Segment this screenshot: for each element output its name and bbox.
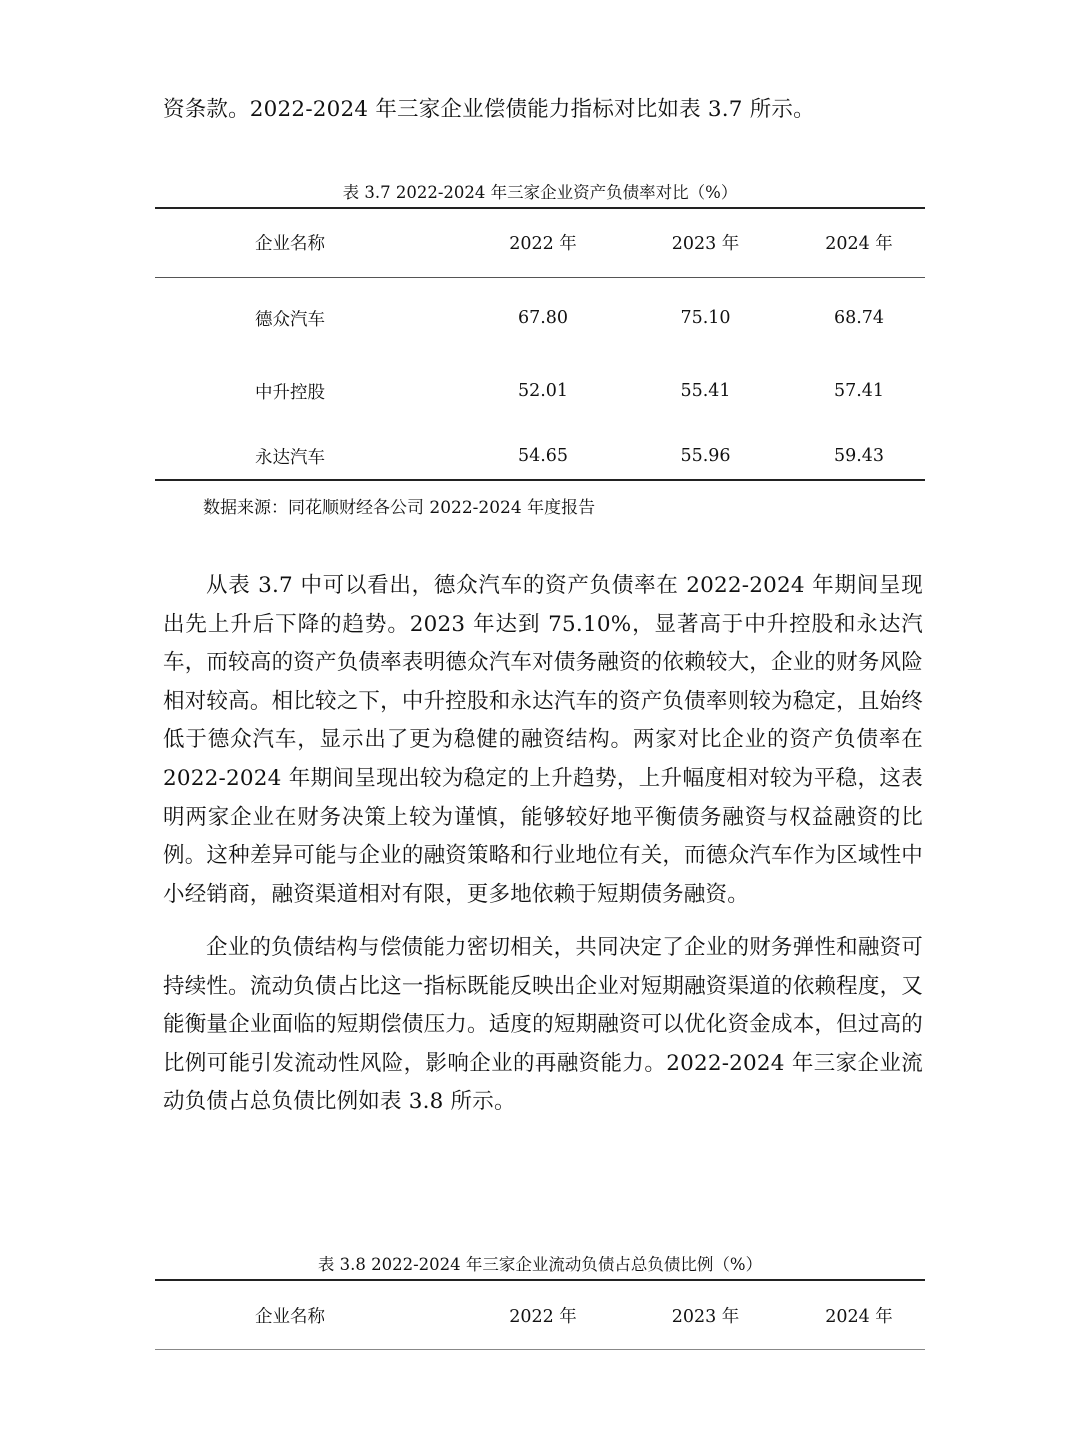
cell-value: 55.41 — [680, 381, 731, 401]
table-3-8-header-row — [155, 1281, 925, 1349]
table-3-7-source: 数据来源：同花顺财经各公司 2022-2024 年度报告 — [203, 498, 596, 518]
header-2022: 2022 年 — [509, 234, 577, 255]
cell-value: 68.74 — [833, 308, 885, 328]
cell-value: 59.43 — [833, 446, 885, 466]
table-3-8-header-rule — [155, 1349, 925, 1350]
header-2023: 2023 年 — [671, 234, 740, 255]
analysis-paragraph: 从表 3.7 中可以看出，德众汽车的资产负债率在 2022-2024 年期间呈现出先上升后下降的趋势。2023 年达到 75.10%，显著高于中升控股和永达汽车，而较高的资产负债率表明德众汽车对债务融资的依赖较大，企业的财务风险相对较高。相比较之下，中升控股和永达汽车的资产负债率则较为稳定，且始终低于德众汽车，显示出了更为稳健的融资结构。两家对比企业的资产负债率在 2022-2024 年期间呈现出较为稳定的上升趋势，上升幅度相对较为平稳，这表明两家企业在财务决策上较为谨慎，能够较好地平衡债务融资与权益融资的比例。这种差异可能与企业的融资策略和行业地位有关，而德众汽车作为区域性中小经销商，融资渠道相对有限，更多地依赖于短期债务融资。 — [163, 573, 923, 907]
cell-value: 54.65 — [517, 446, 569, 466]
cell-value: 52.01 — [517, 381, 569, 401]
cell-value: 57.41 — [833, 381, 885, 401]
table-3-7-header-row — [155, 209, 925, 277]
structure-paragraph: 企业的负债结构与偿债能力密切相关，共同决定了企业的财务弹性和融资可持续性。流动负债占比这一指标既能反映出企业对短期融资渠道的依赖程度，又能衡量企业面临的短期偿债压力。适度的短期融资可以优化资金成本，但过高的比例可能引发流动性风险，影响企业的再融资能力。2022-2024 年三家企业流动负债占总负债比例如表 3.8 所示。 — [163, 935, 923, 1115]
cell-value: 75.10 — [680, 308, 731, 328]
cell-value: 55.96 — [680, 446, 731, 466]
table-row — [155, 278, 925, 358]
table-3-7-caption: 表 3.7 2022-2024 年三家企业资产负债率对比（%） — [342, 183, 738, 202]
table-3-8-caption: 表 3.8 2022-2024 年三家企业流动负债占总负债比例（%） — [317, 1255, 763, 1274]
row-company-name: 德众汽车 — [255, 309, 325, 330]
header-2023: 2023 年 — [671, 1306, 740, 1327]
row-company-name: 永达汽车 — [255, 447, 325, 468]
row-company-name: 中升控股 — [255, 382, 325, 403]
table-3-7 — [155, 209, 925, 488]
header-company: 企业名称 — [255, 234, 325, 255]
table-3-8 — [155, 1281, 925, 1349]
header-2022: 2022 年 — [509, 1306, 577, 1327]
cell-value: 67.80 — [517, 308, 569, 328]
intro-paragraph: 资条款。2022-2024 年三家企业偿债能力指标对比如表 3.7 所示。 — [163, 97, 815, 122]
header-2024: 2024 年 — [825, 1306, 893, 1327]
table-3-7-bottom-rule — [155, 479, 925, 481]
table-row — [155, 358, 925, 424]
header-company: 企业名称 — [255, 1306, 325, 1327]
header-2024: 2024 年 — [825, 234, 893, 255]
